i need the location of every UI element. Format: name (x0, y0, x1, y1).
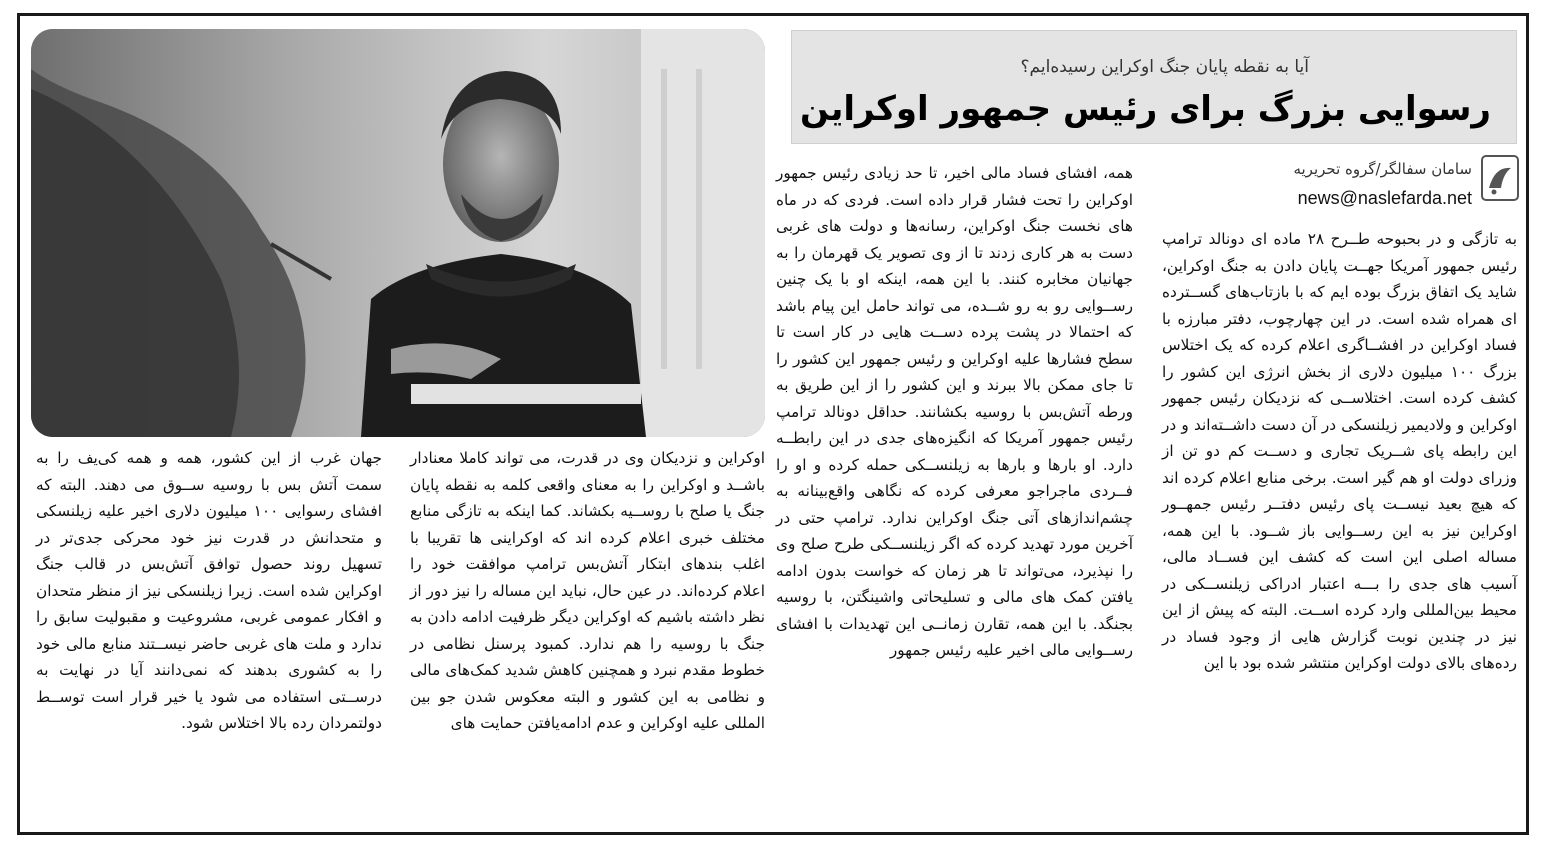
newspaper-logo-icon (1481, 154, 1519, 202)
headline: رسوایی بزرگ برای رئیس جمهور اوکراین (799, 89, 1491, 129)
article-column-3: اوکراین و نزدیکان وی در قدرت، می تواند کاملا معنادار باشــد و اوکراین را به معنای واقعی کلمه به نقطه پایان جنگ یا صلح با روســیه بکشاند. کما اینکه به تازگی منابع مختلف خبری اعلام کرده اند که اوکراینی ها تقریبا با اغلب بندهای ابتکار آتش‌بس ترامپ موافقت خود را اعلام کرده‌اند. در عین حال، نباید این مساله را نیز دور از نظر داشته باشیم که اوکراین دیگر ظرفیت ادامه دادن به جنگ با روسیه را هم ندارد. کمبود پرسنل نظامی در خطوط مقدم نبرد و همچنین کاهش شدید کمک‌های مالی و نظامی به این کشور و البته معکوس شدن جو بین المللی علیه اوکراین و عدم ادامه‌یافتن حمایت های (410, 449, 765, 732)
article-column-2: همه، افشای فساد مالی اخیر، تا حد زیادی رئیس جمهور اوکراین را تحت فشار قرار داده است. فردی که در ماه های نخست جنگ اوکراین، رسانه‌ها و دولت های غربی دست به هر کاری زدند تا از وی تصویر یک قهرمان را به جهانیان مخابره کنند. با این همه، اینکه او با یک چنین رســوایی رو به رو شــده، می تواند حامل این پیام باشد که احتمالا در پشت پرده دســت هایی در کار است تا سطح فشارها علیه اوکراین و رئیس جمهور این کشور را تا جای ممکن بالا ببرند و این کشور را از این طریق به ورطه آتش‌بس با روسیه بکشانند. حداقل دونالد ترامپ رئیس جمهور آمریکا که انگیزه‌های جدی در این رابطــه دارد. او بارها و بارها به زیلنســکی حمله کرده و او را فــردی ماجراجو معرفی کرده که نگاهی واقع‌بینانه به چشم‌اندازهای آتی جنگ اوکراین ندارد. ترامپ حتی در آخرین مورد تهدید کرده که اگر زیلنســکی طرح صلح وی را نپذیرد، می‌تواند تا هر زمان که خواست بدون ادامه یافتن کمک های مالی و تسلیحاتی واشینگتن، با روسیه بجنگد. با این همه، تقارن زمانــی این تهدیدات با افشای رســوایی مالی اخیر علیه رئیس جمهور (776, 164, 1133, 659)
kicker: آیا به نقطه پایان جنگ اوکراین رسیده‌ایم؟ (1020, 57, 1309, 77)
contact-email[interactable]: news@naslefarda.net (1297, 188, 1472, 208)
article-photo (31, 29, 765, 437)
headline-box (791, 30, 1517, 144)
photo-illustration (31, 29, 765, 437)
byline: سامان سفالگر/گروه تحریریه (1293, 160, 1472, 178)
article-column-1: به تازگی و در بحبوحه طــرح ۲۸ ماده ای دونالد ترامپ رئیس جمهور آمریکا جهــت پایان دادن به جنگ اوکراین، شاید یک اتفاق بزرگ بوده ایم که با بازتاب‌های گســترده ای همراه شده است. در این چهارچوب، دفتر مبارزه با فساد اوکراین در افشــاگری اعلام کرده که یک اختلاس بزرگ ۱۰۰ میلیون دلاری از بخش انرژی این کشور را کشف کرده است. اختلاســی که نزدیکان رئیس جمهور اوکراین و ولادیمیر زیلنسکی در آن دست داشــته‌اند و در این رابطه پای شــریک تجاری و دســت کم دو تن از وزرای دولت او هم گیر است. برخی منابع اعلام کرده اند که هیچ بعید نیســت پای رئیس دفتــر رئیس جمهــور اوکراین نیز به این رســوایی باز شــود. با این همه، مساله اصلی این است که کشف این فســاد مالی، آسیب های جدی را بـــه اعتبار ادراکی زیلنســکی در محیط بین‌المللی وارد کرده اســت. البته که پیش از این نیز در چندین نوبت گزارش هایی از وجود فساد در رده‌های بالای دولت اوکراین منتشر شده بود با این (1162, 230, 1517, 672)
article-column-4: جهان غرب از این کشور، همه و همه کی‌یف را به سمت آتش بس با روسیه ســوق می دهند. البته که افشای رسوایی ۱۰۰ میلیون دلاری اخیر علیه زیلنسکی و متحدانش در قدرت نیز خود محرکی جدی‌تر در تسهیل روند حصول توافق آتش‌بس در قالب جنگ اوکراین شده است. زیرا زیلنسکی نیز از منظر متحدان و افکار عمومی غربی، مشروعیت و مقبولیت سابق را ندارد و ملت های غربی حاضر نیســتند منابع مالی خود را به کشوری بدهند که نمی‌دانند آیا در نهایت به درســتی استفاده می شود یا خیر قرار است توســط دولتمردان رده بالا اختلاس شود. (36, 449, 382, 732)
